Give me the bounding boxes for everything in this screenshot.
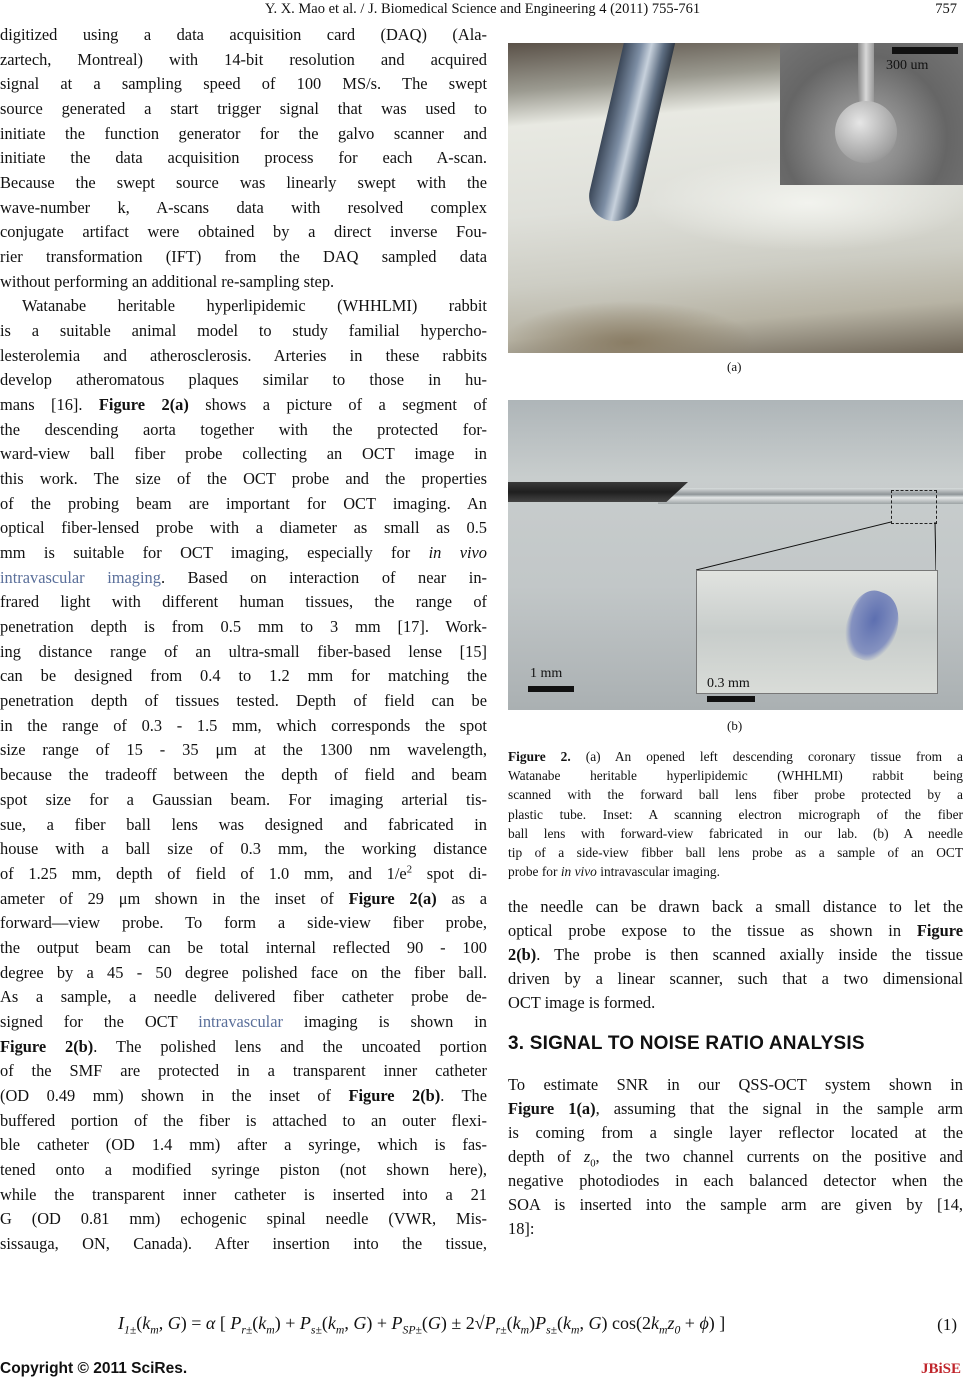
text-run: forward—view probe. To form a side-view fiber probe, <box>0 913 487 933</box>
right-paragraph-1 <box>508 895 963 1015</box>
text-run: intravascular <box>198 1011 283 1031</box>
figure-2b-photo <box>508 400 963 710</box>
text-line <box>0 245 487 270</box>
text-line <box>508 1073 963 1097</box>
text-line <box>508 824 963 843</box>
text-line <box>0 97 487 122</box>
text-line <box>508 1097 963 1121</box>
text-run: optical fiber-lensed probe with a diameter as small as 0.5 <box>0 518 487 538</box>
text-line <box>0 442 487 467</box>
text-line <box>0 220 487 245</box>
equation-1 <box>118 1313 726 1337</box>
scale-bar-label: 300 um <box>886 58 929 73</box>
sem-inset <box>780 43 963 185</box>
text-line <box>0 1158 487 1183</box>
text-line <box>508 1145 963 1169</box>
text-run: mm is suitable for OCT imaging, especially for <box>0 543 429 563</box>
text-line <box>0 467 487 492</box>
text-run: z <box>667 1313 675 1333</box>
text-line <box>0 590 487 615</box>
text-run: sissauga, ON, Canada). After insertion into the tissue, <box>0 1233 487 1253</box>
text-run: SOA is inserted into the sample arm are given by [14, <box>508 1195 963 1214</box>
text-run: k <box>142 1313 151 1333</box>
text-run: is a suitable animal model to study familial hypercho- <box>0 321 487 341</box>
text-run: P <box>391 1313 403 1333</box>
text-run: Watanabe heritable hyperlipidemic (WHHLMI) rabbit <box>22 296 487 316</box>
text-run: plastic tube. Inset: A scanning electron micrograph of the fiber <box>508 806 963 822</box>
text-run: ) cos(2 <box>601 1313 651 1333</box>
text-run: ϕ <box>699 1313 709 1333</box>
text-run: conjugate artifact were obtained by a direct inverse Fou- <box>0 222 487 242</box>
right-paragraph-2 <box>508 1073 963 1241</box>
text-run: of the SMF are protected in a transparent inner catheter <box>0 1061 487 1081</box>
text-line <box>0 862 487 887</box>
text-line <box>0 344 487 369</box>
bold-text: Figure 2(b) <box>348 1085 441 1105</box>
text-line <box>508 785 963 804</box>
ball-lens <box>835 101 897 163</box>
text-run: ( <box>421 1313 428 1333</box>
text-line <box>0 1207 487 1232</box>
text-run: P <box>230 1313 242 1333</box>
fiber-probe-tube <box>584 43 678 226</box>
text-run: 1± <box>124 1323 137 1337</box>
text-line <box>508 862 963 881</box>
text-line <box>0 270 487 295</box>
text-run: k <box>650 1313 659 1333</box>
text-run: 2 <box>406 864 413 876</box>
text-run: m <box>658 1323 668 1337</box>
text-line <box>508 1193 963 1217</box>
text-run: spot di- <box>412 863 487 883</box>
bold-text: Figure 1(a) <box>508 1099 596 1118</box>
text-run: ( <box>136 1313 143 1333</box>
figure-2a-photo <box>508 43 963 353</box>
text-run: ( <box>252 1313 259 1333</box>
text-run: size range of 15 - 35 μm at the 1300 nm wavelength, <box>0 740 487 760</box>
text-line <box>0 1084 487 1109</box>
text-run: buffered portion of the fiber is attached to an outer flexi- <box>0 1110 487 1130</box>
text-line <box>0 961 487 986</box>
text-run: 0 <box>674 1323 681 1337</box>
text-run: tip of a side-view fibber ball lens probe as a sample of an OCT <box>508 844 963 860</box>
text-run: + <box>680 1313 700 1333</box>
inset-leader-lines <box>696 510 936 572</box>
text-run: ( <box>506 1313 513 1333</box>
text-run: α <box>205 1313 216 1333</box>
text-line <box>0 566 487 591</box>
text-run: digitized using a data acquisition card (DAQ) (Ala- <box>0 25 487 44</box>
running-title: Y. X. Mao et al. / J. Biomedical Science and Engineering 4 (2011) 755-761 <box>264 1 701 17</box>
text-run: while the transparent inner catheter is inserted into a 21 <box>0 1184 487 1204</box>
text-run: scanned with the forward ball lens fiber probe protected by a <box>508 787 963 803</box>
text-run: the needle can be drawn back a small distance to let the <box>508 897 963 916</box>
text-run: I <box>118 1313 124 1333</box>
text-run: k <box>327 1313 336 1333</box>
text-line <box>0 1059 487 1084</box>
text-run: G <box>353 1313 367 1333</box>
text-line <box>0 122 487 147</box>
text-run: can be designed from 0.4 to 1.2 mm for matching the <box>0 666 487 686</box>
text-run: the descending aorta together with the protected for- <box>0 419 487 439</box>
text-run: m <box>571 1323 580 1337</box>
bold-text: Figure <box>916 921 963 940</box>
text-line <box>0 664 487 689</box>
bold-text: Figure 2(b) <box>0 1036 94 1056</box>
text-line <box>0 887 487 912</box>
text-run: , <box>344 1313 354 1333</box>
text-line <box>0 1010 487 1035</box>
text-run: G <box>167 1313 181 1333</box>
text-run: m <box>335 1323 345 1337</box>
text-line <box>0 541 487 566</box>
text-line <box>508 991 963 1015</box>
text-run: the output beam can be total internal reflected 90 - 100 <box>0 937 487 957</box>
text-line <box>0 48 487 73</box>
text-run: intravascular imaging. <box>596 864 720 880</box>
panel-a-label: (a) <box>727 359 742 374</box>
text-line <box>0 492 487 517</box>
text-run: , the two channel currents on the positive and <box>595 1147 963 1166</box>
text-line <box>0 516 487 541</box>
text-run: lesterolemia and atherosclerosis. Arteries in these rabbits <box>0 345 487 365</box>
text-line <box>508 843 963 862</box>
text-run: ) ± 2√ <box>440 1313 485 1333</box>
text-run: is coming from a single layer reflector located at the <box>508 1123 963 1142</box>
text-run: degree by a 45 - 50 degree polished face on the fiber ball. <box>0 962 487 982</box>
text-run: negative photodiodes in each balanced detector when the <box>508 1171 963 1190</box>
ball-lens-tip <box>837 585 908 668</box>
bold-text: Figure 2(a) <box>348 888 437 908</box>
text-run: ) = <box>180 1313 206 1333</box>
text-run: . The probe is then scanned axially inside the tissue <box>536 945 963 964</box>
left-column-text <box>0 23 487 1257</box>
text-run: (a) An opened left descending coronary tissue from a <box>570 749 963 764</box>
text-run: P <box>299 1313 311 1333</box>
text-line <box>508 1121 963 1145</box>
text-line <box>0 393 487 418</box>
text-run: sue, a fiber ball lens was designed and fabricated in <box>0 814 487 834</box>
text-run: source generated a start trigger signal that was used to <box>0 99 487 119</box>
text-line <box>0 368 487 393</box>
text-run: 18]: <box>508 1219 535 1238</box>
text-run: ward-view ball fiber probe collecting an OCT image in <box>0 444 487 464</box>
inset-scale-bar <box>707 696 755 702</box>
text-run: Watanabe heritable hyperlipidemic (WHHLMI) rabbit being <box>508 768 963 784</box>
text-run: depth of <box>508 1147 584 1166</box>
text-run: 0 <box>590 1158 596 1169</box>
text-line <box>0 1133 487 1158</box>
text-run: , <box>579 1313 589 1333</box>
text-line <box>0 837 487 862</box>
text-run: ) + <box>366 1313 392 1333</box>
text-line <box>508 766 963 785</box>
text-run: m <box>520 1323 530 1337</box>
page-header <box>0 0 965 20</box>
text-run: of 1.25 mm, depth of field of 1.0 mm, and 1/e <box>0 863 407 883</box>
text-line <box>0 985 487 1010</box>
text-run: . Based on interaction of near in- <box>160 567 487 587</box>
text-run: this work. The size of the OCT probe and the properties <box>0 469 487 489</box>
text-run: SP± <box>402 1323 422 1337</box>
text-run: OCT image is formed. <box>508 993 656 1012</box>
text-line <box>0 1109 487 1134</box>
text-run: in the range of 0.3 - 1.5 mm, which corresponds the spot <box>0 715 487 735</box>
text-run: tened onto a modified syringe piston (not shown here), <box>0 1159 487 1179</box>
text-line <box>0 171 487 196</box>
text-run: ameter of 29 μm shown in the inset of <box>0 888 349 908</box>
text-line <box>0 294 487 319</box>
text-line <box>0 1035 487 1060</box>
text-run: r± <box>495 1323 507 1337</box>
scale-bar-label: 1 mm <box>530 666 563 681</box>
text-line <box>0 763 487 788</box>
text-line <box>508 805 963 824</box>
text-run: signed for the OCT <box>0 1011 199 1031</box>
text-run: . The polished lens and the uncoated portion <box>93 1036 487 1056</box>
text-line <box>0 72 487 97</box>
scale-bar <box>528 686 574 692</box>
text-run: r± <box>241 1323 253 1337</box>
text-run: G <box>588 1313 602 1333</box>
text-run: penetration depth is from 0.5 mm to 3 mm [17]. Work- <box>0 617 487 637</box>
text-run: house with a ball size of 0.3 mm, the working distance <box>0 839 487 859</box>
text-line <box>0 146 487 171</box>
text-line <box>0 714 487 739</box>
text-run: probe for <box>508 864 561 880</box>
journal-abbrev: JBiSE <box>920 1361 961 1377</box>
text-line <box>0 196 487 221</box>
text-line <box>0 319 487 344</box>
text-run: optical probe expose to the tissue as shown in <box>508 921 917 940</box>
text-line <box>508 1169 963 1193</box>
copyright-footer: Copyright © 2011 SciRes. <box>0 1360 188 1377</box>
text-run: G <box>427 1313 441 1333</box>
text-run: of the probing beam are important for OCT imaging. An <box>0 493 487 513</box>
scale-bar <box>892 47 958 54</box>
text-run: develop atheromatous plaques similar to those in hu- <box>0 370 487 390</box>
text-line <box>0 1183 487 1208</box>
text-run: k <box>258 1313 267 1333</box>
page-number: 757 <box>935 1 957 17</box>
text-line <box>508 1217 963 1241</box>
text-line <box>0 23 487 48</box>
text-line <box>0 615 487 640</box>
text-run: ) <box>529 1313 536 1333</box>
inset-scale-bar-label: 0.3 mm <box>707 676 750 691</box>
bold-text: Figure 2(a) <box>98 395 189 415</box>
text-run: as a <box>436 888 487 908</box>
text-line <box>0 813 487 838</box>
text-run: G (OD 0.81 mm) echogenic spinal needle (VWR, Mis- <box>0 1209 487 1229</box>
text-run: zartech, Montreal) with 14-bit resolution and acquired <box>0 49 487 69</box>
text-run: spot size for a Gaussian beam. For imaging arterial tis- <box>0 789 487 809</box>
text-run: P <box>484 1313 496 1333</box>
text-line <box>508 747 963 766</box>
text-line <box>0 418 487 443</box>
text-line <box>0 689 487 714</box>
text-run: As a sample, a needle delivered fiber catheter probe de- <box>0 987 487 1007</box>
text-run: shows a picture of a segment of <box>188 395 487 415</box>
text-line <box>0 738 487 763</box>
text-run: initiate the data acquisition process for each A-scan. <box>0 148 487 168</box>
bold-text: 2(b) <box>508 945 537 964</box>
italic-text: z <box>583 1147 591 1166</box>
text-run: k <box>563 1313 572 1333</box>
text-run: To estimate SNR in our QSS-OCT system shown in <box>508 1075 963 1094</box>
panel-b-label: (b) <box>727 718 743 733</box>
text-run: Because the swept source was linearly swept with the <box>0 173 487 193</box>
text-run: mans [16]. <box>0 395 99 415</box>
text-run: penetration depth of tissues tested. Depth of field can be <box>0 691 487 711</box>
text-run: m <box>150 1323 159 1337</box>
text-run: . The <box>440 1085 487 1105</box>
text-line <box>0 936 487 961</box>
text-line <box>0 788 487 813</box>
figure-caption <box>508 747 963 881</box>
text-run: rier transformation (IFT) from the DAQ sampled data <box>0 247 487 267</box>
text-run: ) ] <box>708 1313 726 1333</box>
text-run: signal at a sampling speed of 100 MS/s. The swept <box>0 74 487 94</box>
text-run: ball lens with forward-view fabricated in our lab. (b) A needle <box>508 825 963 841</box>
text-line <box>0 911 487 936</box>
text-line <box>508 919 963 943</box>
needle <box>508 482 688 502</box>
italic-text: in vivo <box>560 864 597 880</box>
section-heading: 3. SIGNAL TO NOISE RATIO ANALYSIS <box>508 1033 865 1054</box>
text-run: without performing an additional re-sampling step. <box>0 271 335 291</box>
text-run: wave-number k, A-scans data with resolved complex <box>0 197 487 217</box>
text-run: imaging is shown in <box>282 1011 487 1031</box>
text-run: ( <box>321 1313 328 1333</box>
text-run: [ <box>215 1313 231 1333</box>
text-line <box>0 1232 487 1257</box>
bold-text: Figure 2. <box>508 749 571 764</box>
text-run: because the tradeoff between the depth of field and beam <box>0 765 487 785</box>
text-run: ing distance range of an ultra-small fiber-based lense [15] <box>0 641 487 661</box>
text-run: (OD 0.49 mm) shown in the inset of <box>0 1085 349 1105</box>
text-run: , <box>158 1313 168 1333</box>
text-run: , assuming that the signal in the sample arm <box>595 1099 963 1118</box>
text-line <box>0 640 487 665</box>
text-run: ( <box>557 1313 564 1333</box>
italic-text: in vivo <box>428 543 487 563</box>
text-run: frared light with different human tissues, the range of <box>0 592 487 612</box>
text-run: driven by a linear scanner, such that a two dimensional <box>508 969 963 988</box>
text-run: s± <box>310 1323 322 1337</box>
text-run: s± <box>546 1323 558 1337</box>
text-run: initiate the function generator for the galvo scanner and <box>0 123 487 143</box>
text-run: P <box>535 1313 547 1333</box>
equation-number: (1) <box>937 1315 957 1334</box>
text-run: ble catheter (OD 1.4 mm) after a syringe, which is fas- <box>0 1135 487 1155</box>
text-line <box>508 895 963 919</box>
text-run: k <box>512 1313 521 1333</box>
text-run: m <box>266 1323 275 1337</box>
text-line <box>508 967 963 991</box>
text-run: ) + <box>274 1313 300 1333</box>
text-line <box>508 943 963 967</box>
text-run: intravascular imaging <box>0 567 161 587</box>
